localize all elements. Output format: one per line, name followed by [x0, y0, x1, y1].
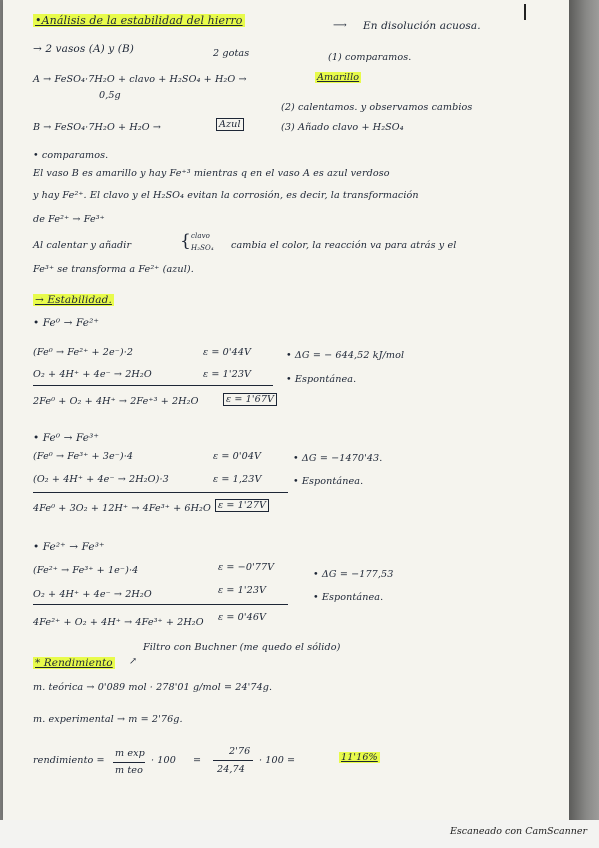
gibbs-energy: • ΔG = −177,53: [313, 569, 394, 580]
comparison-line: de Fe²⁺ → Fe³⁺: [33, 214, 105, 225]
multiplier: · 100 =: [259, 755, 296, 766]
overall-potential: ε = 1'67V: [223, 393, 277, 406]
comparison-line: Al calentar y añadir: [33, 240, 132, 251]
brace-item: H₂SO₄: [191, 244, 214, 252]
fraction-bar: [213, 760, 253, 761]
comparison-line: cambia el color, la reacción va para atrás y el: [231, 240, 457, 251]
reaction-title: • Fe⁰ → Fe³⁺: [33, 432, 100, 444]
page-title: •Análisis de la estabilidad del hierro: [35, 14, 243, 27]
spontaneity: • Espontánea.: [293, 476, 364, 487]
fraction-denominator: 24,74: [217, 764, 245, 775]
notebook-page: [3, 0, 569, 820]
overall-reaction: 2Fe⁰ + O₂ + 4H⁺ → 2Fe⁺³ + 2H₂O: [33, 396, 199, 407]
sum-line: [33, 604, 288, 605]
scan-edge: [569, 0, 599, 848]
fraction-bar: [113, 762, 145, 763]
reaction-title: • Fe²⁺ → Fe³⁺: [33, 541, 105, 553]
page-mark: [524, 4, 526, 20]
fraction-numerator: m exp: [115, 748, 145, 759]
arrow: ⟶: [333, 20, 347, 31]
equation-a: A → FeSO₄·7H₂O + clavo + H₂SO₄ + H₂O →: [33, 74, 247, 85]
filter-note: Filtro con Buchner (me quedo el sólido): [143, 642, 341, 653]
fraction-denominator: m teo: [115, 765, 143, 776]
theoretical-mass: m. teórica → 0'089 mol · 278'01 g/mol = 24'74g.: [33, 682, 273, 693]
arrow: ↗: [129, 656, 138, 667]
mass-note: 0,5g: [99, 90, 121, 101]
potential: ε = 1'23V: [203, 369, 252, 380]
half-reaction: O₂ + 4H⁺ + 4e⁻ → 2H₂O: [33, 369, 152, 380]
spontaneity: • Espontánea.: [286, 374, 357, 385]
half-reaction: (Fe⁰ → Fe³⁺ + 3e⁻)·4: [33, 451, 134, 462]
heat-note: (2) calentamos. y observamos cambios: [281, 102, 473, 113]
yield-heading: * Rendimiento: [35, 657, 113, 669]
two-glasses: → 2 vasos (A) y (B): [33, 43, 134, 55]
half-reaction: (O₂ + 4H⁺ + 4e⁻ → 2H₂O)·3: [33, 474, 169, 485]
overall-potential: ε = 1'27V: [215, 499, 269, 512]
comparison-heading: • comparamos.: [33, 150, 109, 161]
comparison-line: El vaso B es amarillo y hay Fe⁺³ mientras q en el vaso A es azul verdoso: [33, 168, 390, 179]
solution-note: En disolución acuosa.: [363, 20, 481, 32]
potential: ε = 0'44V: [203, 347, 252, 358]
comparison-line: y hay Fe²⁺. El clavo y el H₂SO₄ evitan la corrosión, es decir, la transformación: [33, 190, 419, 201]
overall-reaction: 4Fe⁰ + 3O₂ + 12H⁺ → 4Fe³⁺ + 6H₂O: [33, 503, 211, 514]
result-a: Amarillo: [317, 72, 360, 83]
yield-result: 11'16%: [341, 752, 378, 763]
spontaneity: • Espontánea.: [313, 592, 384, 603]
brace-item: clavo: [191, 232, 211, 240]
potential: ε = 1'23V: [218, 585, 267, 596]
scanner-watermark: Escaneado con CamScanner: [450, 826, 588, 837]
sum-line: [33, 385, 273, 386]
potential: ε = −0'77V: [218, 562, 275, 573]
experimental-mass: m. experimental → m = 2'76g.: [33, 714, 183, 725]
multiplier: · 100: [151, 755, 176, 766]
half-reaction: O₂ + 4H⁺ + 4e⁻ → 2H₂O: [33, 589, 152, 600]
compare-note: (1) comparamos.: [328, 52, 412, 63]
sum-line: [33, 492, 288, 493]
potential: ε = 0'04V: [213, 451, 262, 462]
brace: {: [180, 231, 191, 251]
drops-note: 2 gotas: [213, 48, 250, 59]
reaction-title: • Fe⁰ → Fe²⁺: [33, 317, 100, 329]
yield-label: rendimiento =: [33, 755, 105, 766]
gibbs-energy: • ΔG = −1470'43.: [293, 453, 383, 464]
equals-sign: =: [193, 755, 202, 766]
stability-heading: → Estabilidad.: [35, 294, 112, 306]
half-reaction: (Fe⁰ → Fe²⁺ + 2e⁻)·2: [33, 347, 134, 358]
half-reaction: (Fe²⁺ → Fe³⁺ + 1e⁻)·4: [33, 565, 139, 576]
add-note: (3) Añado clavo + H₂SO₄: [281, 122, 404, 133]
result-b: Azul: [216, 118, 244, 131]
equation-b: B → FeSO₄·7H₂O + H₂O →: [33, 122, 162, 133]
overall-potential: ε = 0'46V: [218, 612, 267, 623]
overall-reaction: 4Fe²⁺ + O₂ + 4H⁺ → 4Fe³⁺ + 2H₂O: [33, 617, 204, 628]
fraction-numerator: 2'76: [229, 746, 251, 757]
gibbs-energy: • ΔG = − 644,52 kJ/mol: [286, 350, 405, 361]
potential: ε = 1,23V: [213, 474, 262, 485]
comparison-line: Fe³⁺ se transforma a Fe²⁺ (azul).: [33, 264, 194, 275]
